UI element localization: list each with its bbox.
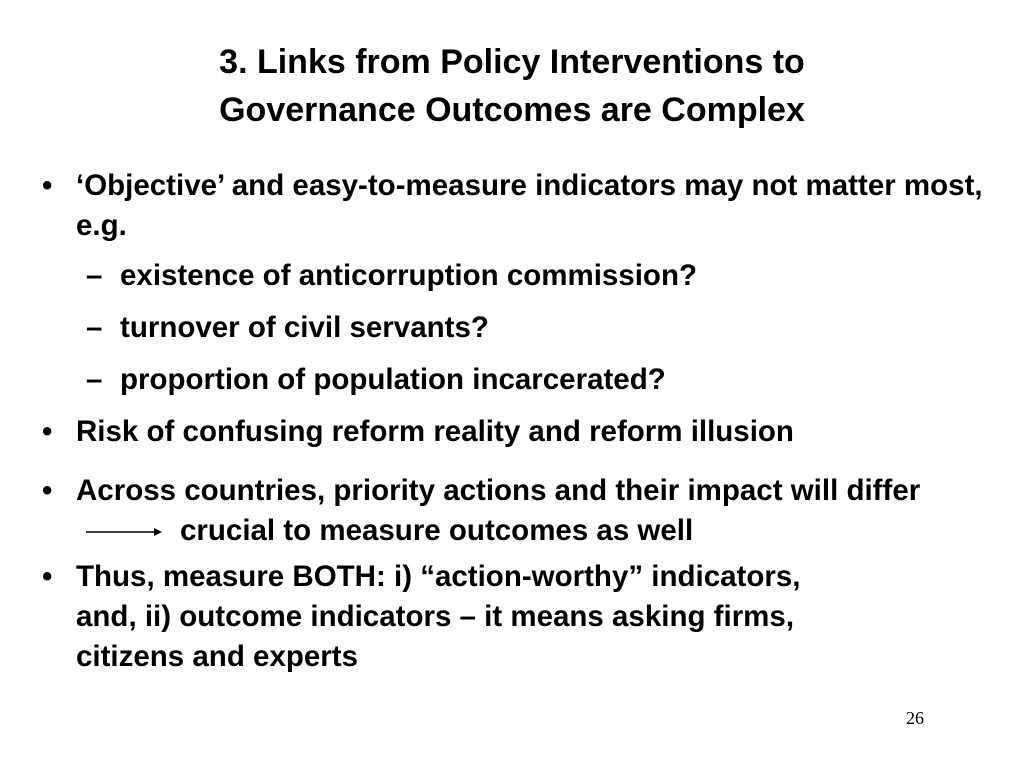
bullet-item-across-countries xyxy=(42,471,1012,551)
sub-item-text: existence of anticorruption commission? xyxy=(120,259,697,292)
sub-item-text: proportion of population incarcerated? xyxy=(120,363,666,396)
dash-icon: – xyxy=(86,311,103,344)
bullet-icon: • xyxy=(42,415,53,448)
right-arrow-icon xyxy=(84,524,164,540)
bullet-text: Risk of confusing reform reality and reform illusion xyxy=(76,415,794,448)
bullet-text-before-arrow: Across countries, priority actions and their impact will differ xyxy=(76,474,921,507)
sub-item-text: turnover of civil servants? xyxy=(120,311,489,344)
bullet-text-line-1: Thus, measure BOTH: i) “action-worthy” indicators, xyxy=(76,560,801,593)
bullet-item-measure-both xyxy=(42,557,1012,677)
sub-item-population-incarcerated xyxy=(86,360,1012,400)
sub-bullet-list xyxy=(86,256,1012,400)
sub-item-turnover-civil-servants xyxy=(86,308,1012,348)
bullet-list xyxy=(42,166,1012,677)
title-line-2: Governance Outcomes are Complex xyxy=(219,91,805,129)
title-line-1: 3. Links from Policy Interventions to xyxy=(219,43,805,81)
bullet-text-line-2: and, ii) outcome indicators – it means asking firms, xyxy=(76,600,795,633)
bullet-icon: • xyxy=(42,474,53,507)
dash-icon: – xyxy=(86,363,103,396)
bullet-item-objective-indicators xyxy=(42,166,1012,400)
bullet-icon: • xyxy=(42,169,53,202)
bullet-text-after-arrow: crucial to measure outcomes as well xyxy=(180,514,694,547)
page-number: 26 xyxy=(906,708,924,728)
dash-icon: – xyxy=(86,259,103,292)
bullet-item-reform-illusion xyxy=(42,412,1012,452)
slide-title xyxy=(60,38,964,134)
bullet-icon: • xyxy=(42,560,53,593)
bullet-text-line-3: citizens and experts xyxy=(76,640,358,673)
bullet-text: ‘Objective’ and easy-to-measure indicators may not matter most, e.g. xyxy=(76,169,983,242)
sub-item-anticorruption-commission xyxy=(86,256,1012,296)
